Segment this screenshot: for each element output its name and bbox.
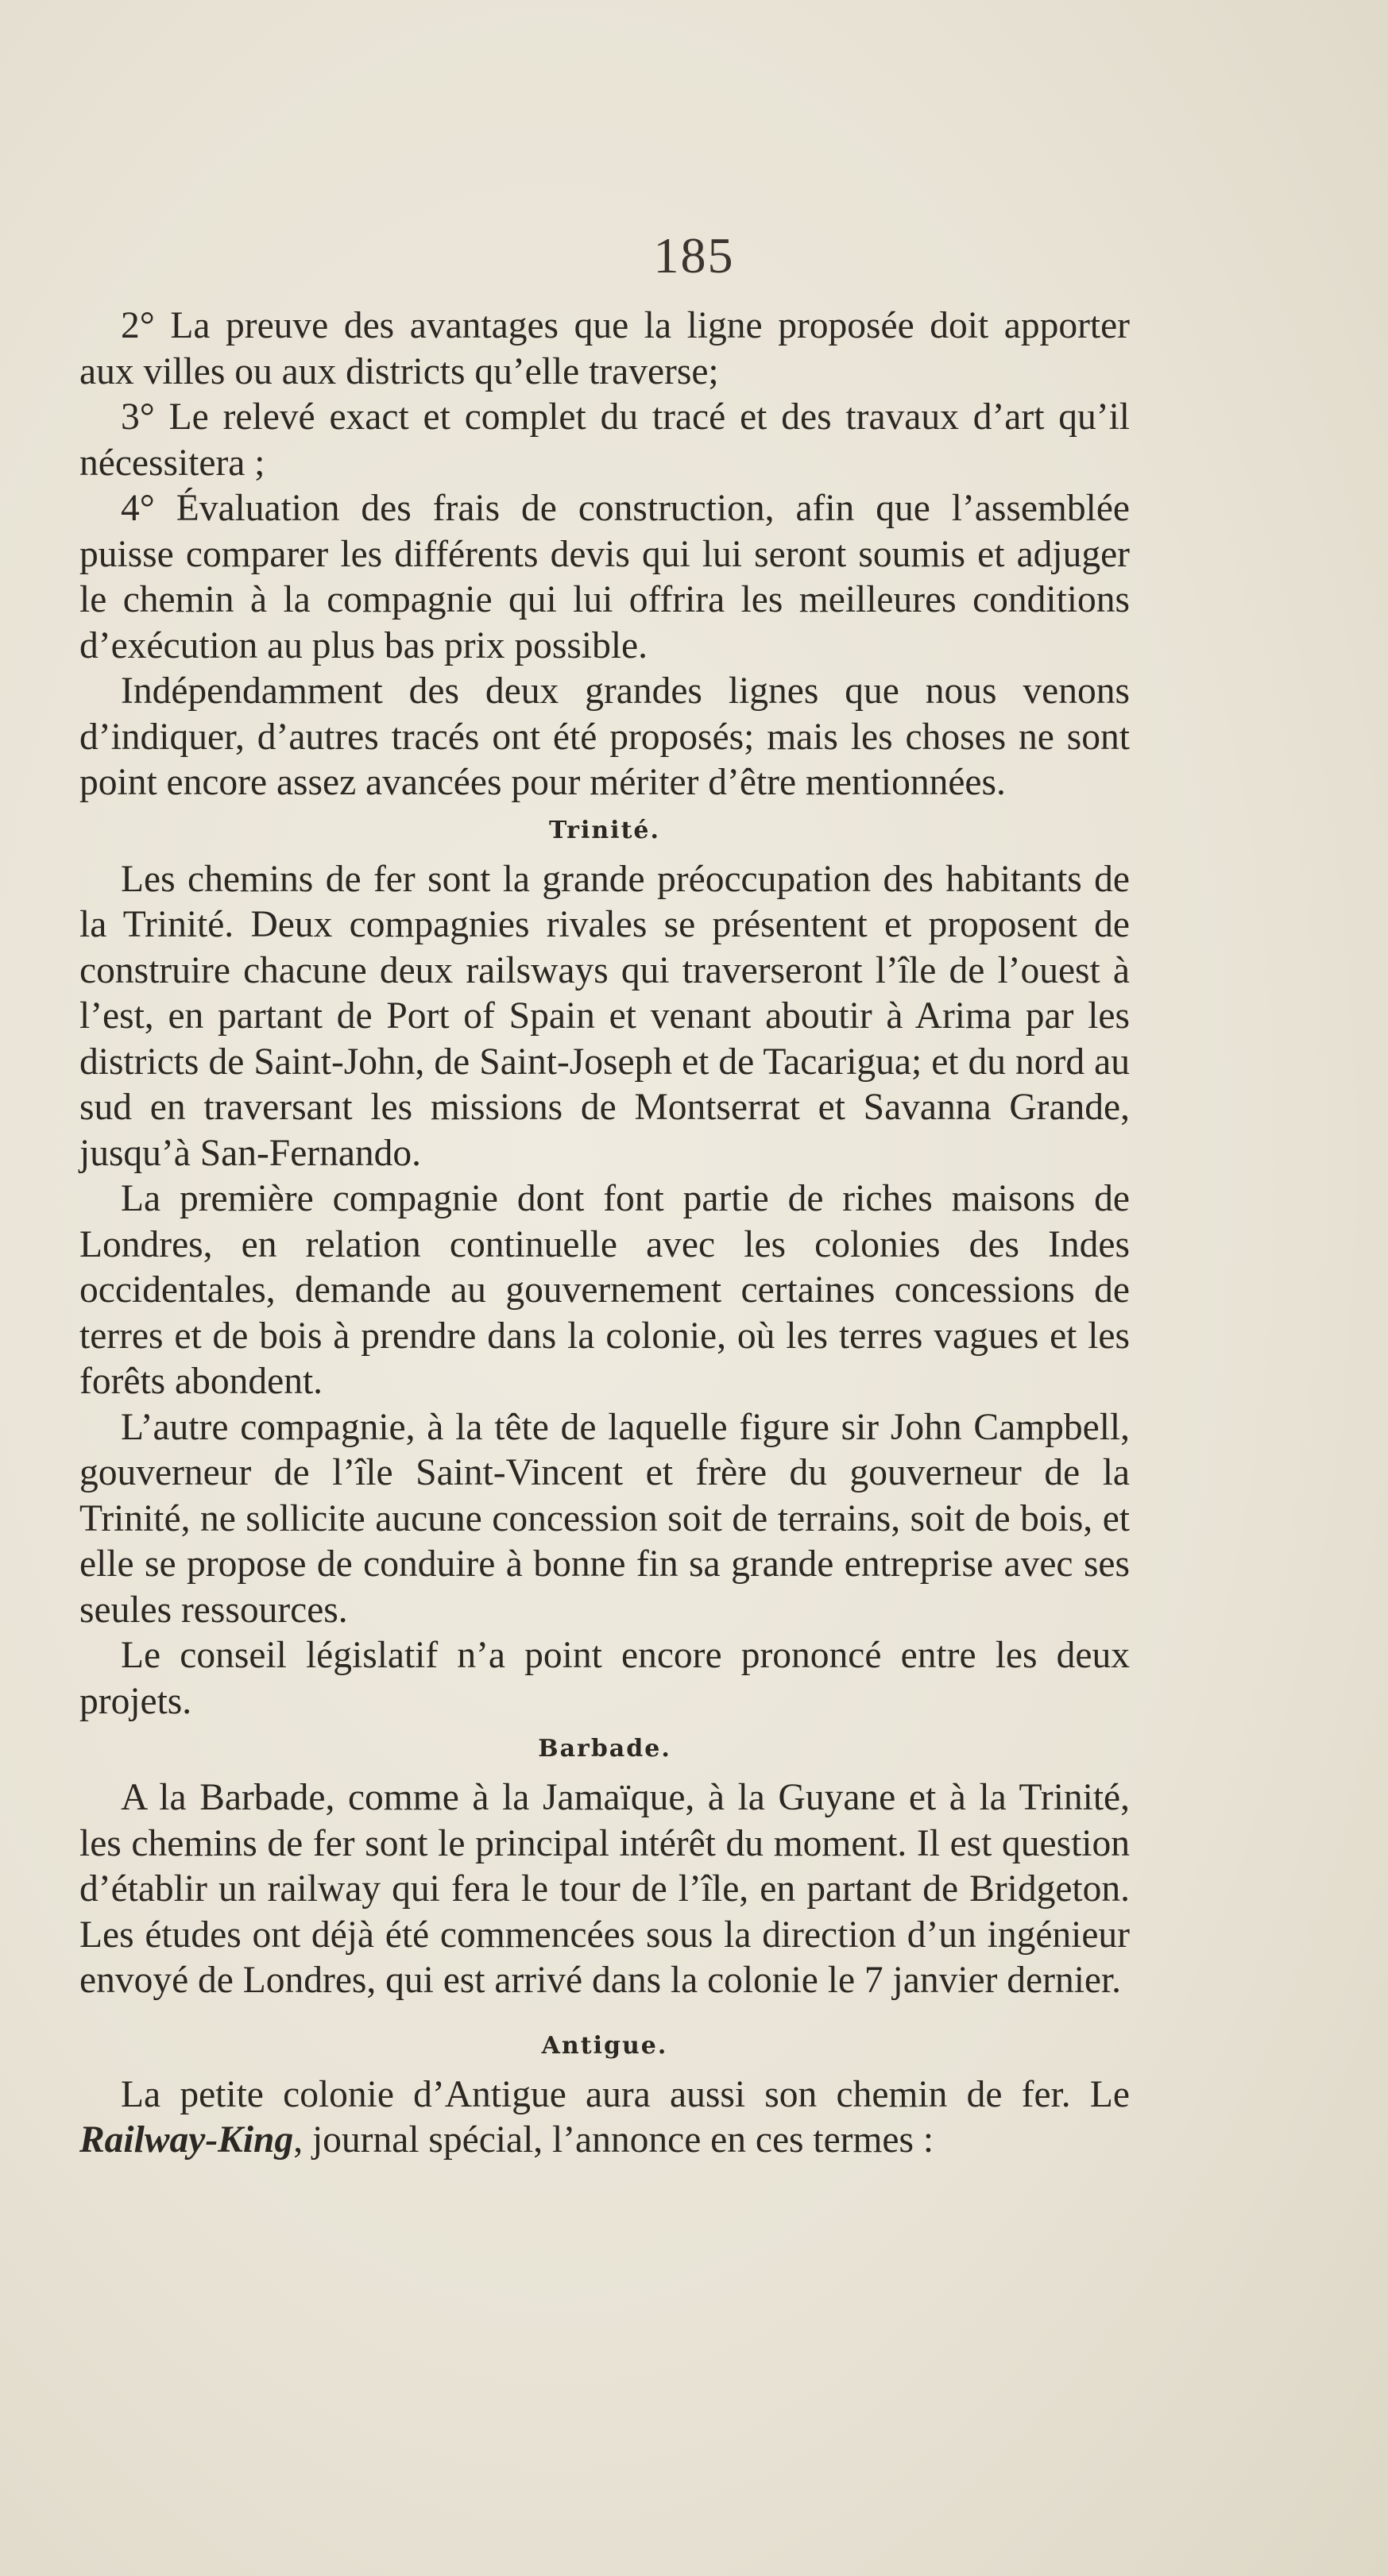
paragraph-first-company: La première compagnie dont font partie de riches maisons de Londres, en relation continuelle avec les colonies des Indes occidentales, demande au gouvernement certaines concessions de terres et de bois à prendre dans la colonie, où les terres vagues et les forêts abondent.	[79, 1178, 1130, 1402]
paragraph-requirement-3: 3° Le relevé exact et complet du tracé et des travaux d’art qu’il nécessitera ;	[79, 396, 1130, 484]
paragraph-requirement-4: 4° Évaluation des frais de construction, afin que l’assemblée puisse comparer les différents devis qui lui seront soumis et adjuger le chemin à la compagnie qui lui offrira les meilleures conditions d’exécution au plus bas prix possible.	[79, 488, 1130, 666]
page-number: 185	[653, 227, 735, 284]
paragraph-requirement-2: 2° La preuve des avantages que la ligne proposée doit apporter aux villes ou aux districts qu’elle traverse;	[79, 305, 1130, 392]
journal-title: Railway-King	[79, 2119, 294, 2161]
paragraph-antigue	[79, 2072, 1130, 2164]
section-heading-trinite: Trinité.	[549, 816, 660, 844]
paragraph-trinite-railways: Les chemins de fer sont la grande préoccupation des habitants de la Trinité. Deux compagnies rivales se présentent et proposent de construire chacune deux railsways qui traverseront l’île de l’ouest à l’est, en partant de Port of Spain et venant aboutir à Arima par les districts de Saint-John, de Saint-Joseph et de Tacarigua; et du nord au sud en traversant les missions de Montserrat et Savanna Grande, jusqu’à San-Fernando.	[79, 858, 1130, 1174]
section-heading-antigue: Antigue.	[541, 2031, 668, 2060]
antigue-text-end: , journal spécial, l’annonce en ces termes :	[293, 2119, 934, 2161]
body-text	[79, 303, 1130, 2164]
paragraph-other-routes: Indépendamment des deux grandes lignes que nous venons d’indiquer, d’autres tracés ont été proposés; mais les choses ne sont point encore assez avancées pour mériter d’être mentionnées.	[79, 670, 1130, 803]
antigue-text-start: La petite colonie d’Antigue aura aussi son chemin de fer. Le	[121, 2073, 1130, 2115]
section-heading-barbade: Barbade.	[538, 1735, 671, 1763]
paragraph-second-company: L’autre compagnie, à la tête de laquelle figure sir John Campbell, gouverneur de l’île Saint-Vincent et frère du gouverneur de la Trinité, ne sollicite aucune concession soit de terrains, soit de bois, et elle se propose de conduire à bonne fin sa grande entreprise avec ses seules ressources.	[79, 1406, 1130, 1631]
paragraph-legislative-council: Le conseil législatif n’a point encore prononcé entre les deux projets.	[79, 1635, 1130, 1722]
paragraph-barbade: A la Barbade, comme à la Jamaïque, à la Guyane et à la Trinité, les chemins de fer sont le principal intérêt du moment. Il est question d’établir un railway qui fera le tour de l’île, en partant de Bridgeton. Les études ont déjà été commencées sous la direction d’un ingénieur envoyé de Londres, qui est arrivé dans la colonie le 7 janvier dernier.	[79, 1777, 1130, 2001]
